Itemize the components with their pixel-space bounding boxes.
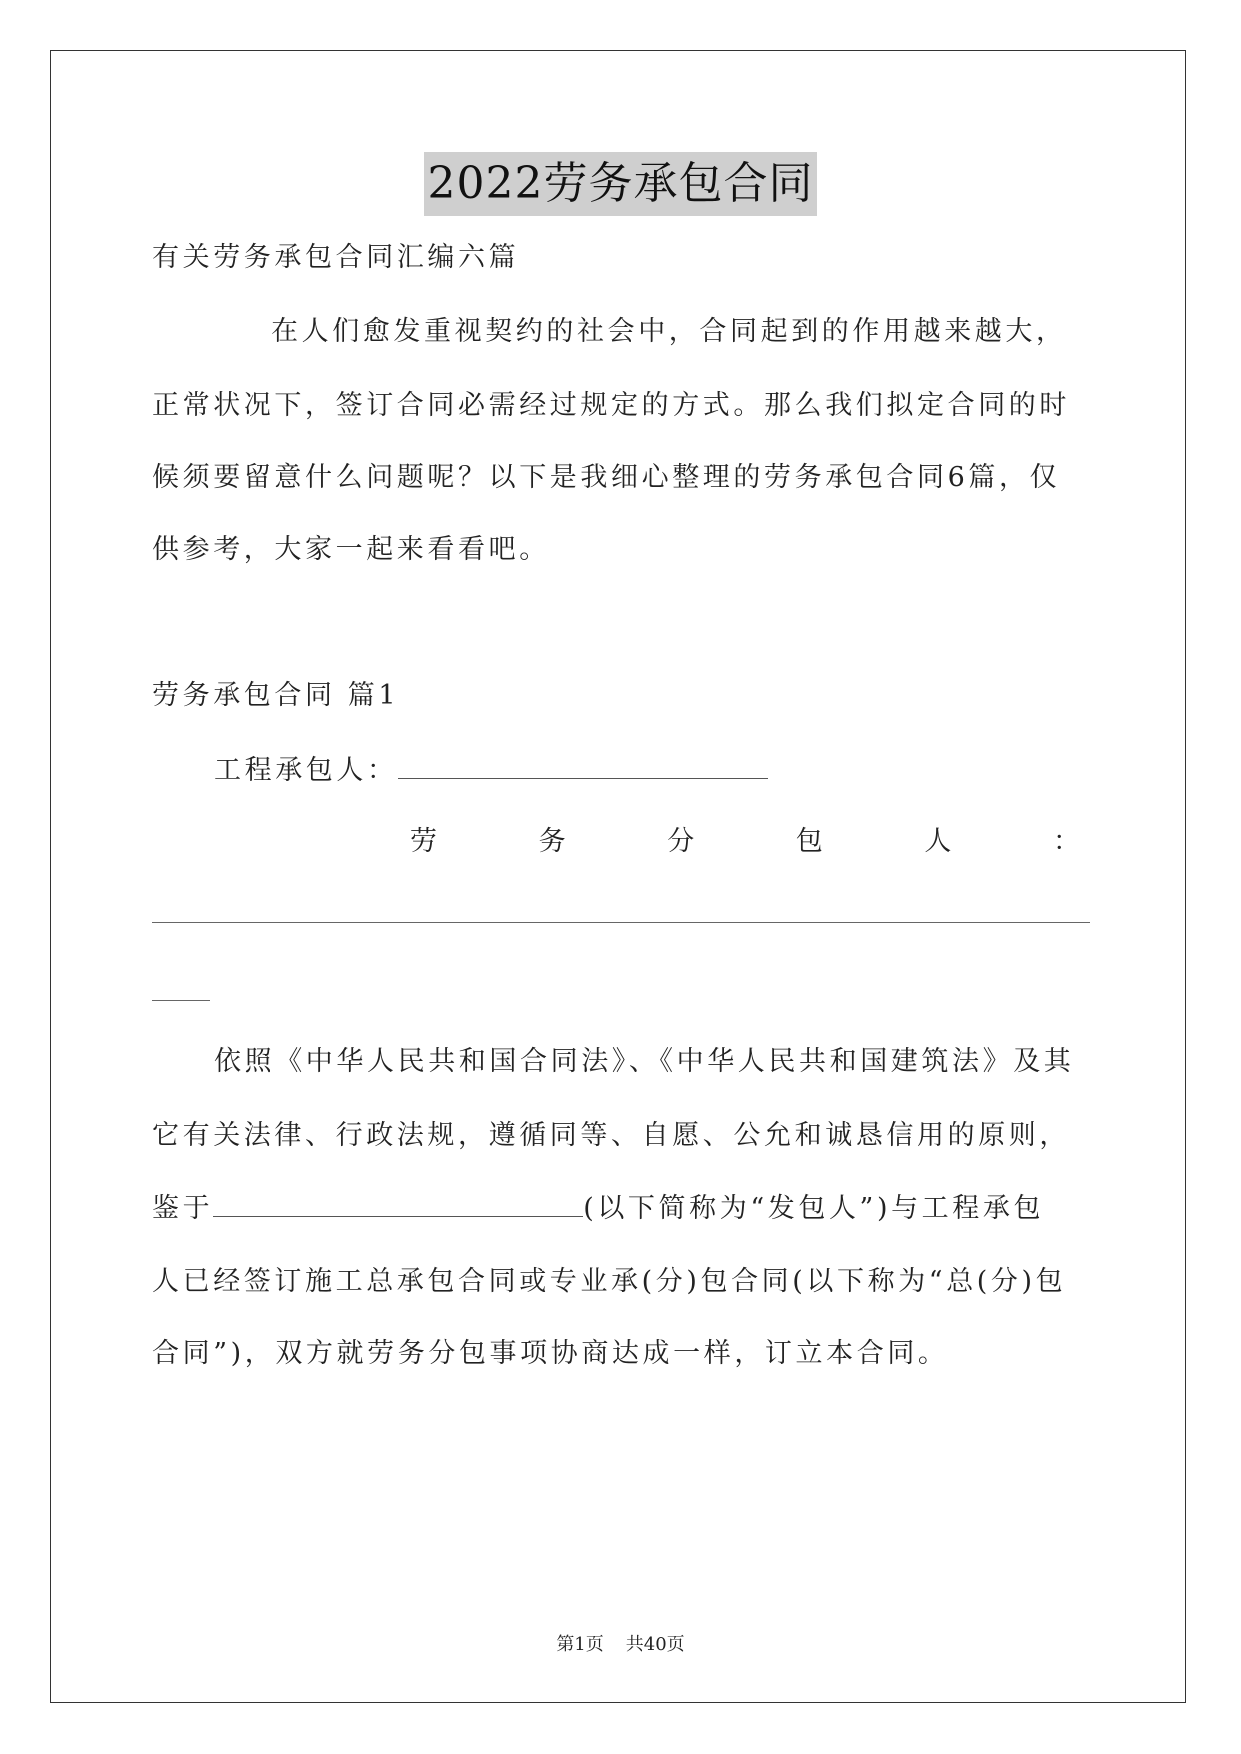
intro-line-1: 在人们愈发重视契约的社会中，合同起到的作用越来越大， [271, 316, 1067, 347]
document-subtitle: 有关劳务承包合同汇编六篇 [152, 242, 520, 273]
subcontractor-char-4: 包 [795, 826, 823, 857]
section-heading: 劳务承包合同 篇1 [152, 680, 400, 711]
page-border [50, 50, 1186, 1703]
subcontractor-char-2: 务 [538, 826, 566, 857]
intro-line-2: 正常状况下，签订合同必需经过规定的方式。那么我们拟定合同的时 [152, 390, 1070, 421]
intro-line-4: 供参考，大家一起来看看吧。 [152, 534, 550, 565]
intro-line-3: 候须要留意什么问题呢？以下是我细心整理的劳务承包合同6篇，仅 [152, 462, 1061, 493]
document-title: 2022劳务承包合同 [424, 152, 818, 216]
body-line-4: 人已经签订施工总承包合同或专业承(分)包合同(以下称为“总(分)包 [152, 1266, 1067, 1297]
subcontractor-colon: ： [1052, 826, 1080, 857]
subcontractor-label [410, 824, 1080, 860]
body-line-3-prefix: 鉴于 [152, 1193, 214, 1224]
client-blank [213, 1190, 583, 1217]
body-line-5: 合同”)，双方就劳务分包事项协商达成一样，订立本合同。 [152, 1338, 949, 1369]
subcontractor-blank-rule [152, 922, 1090, 923]
body-line-3 [152, 1190, 1090, 1227]
body-line-2: 它有关法律、行政法规，遵循同等、自愿、公允和诚恳信用的原则， [152, 1120, 1070, 1151]
contractor-blank [398, 752, 768, 779]
body-line-3-suffix: (以下简称为“发包人”)与工程承包 [583, 1193, 1045, 1224]
contractor-line [214, 752, 1090, 789]
subcontractor-char-3: 分 [667, 826, 695, 857]
page-total: 共40页 [625, 1634, 685, 1655]
contractor-label: 工程承包人： [214, 755, 398, 786]
body-line-1: 依照《中华人民共和国合同法》、《中华人民共和国建筑法》及其 [214, 1046, 1075, 1077]
subcontractor-blank-rule-end [152, 1000, 210, 1001]
page-footer [0, 1630, 1241, 1656]
title-container [0, 152, 1241, 216]
page-number: 第1页 [556, 1634, 604, 1655]
subcontractor-char-5: 人 [924, 826, 952, 857]
subcontractor-char-1: 劳 [410, 826, 437, 857]
